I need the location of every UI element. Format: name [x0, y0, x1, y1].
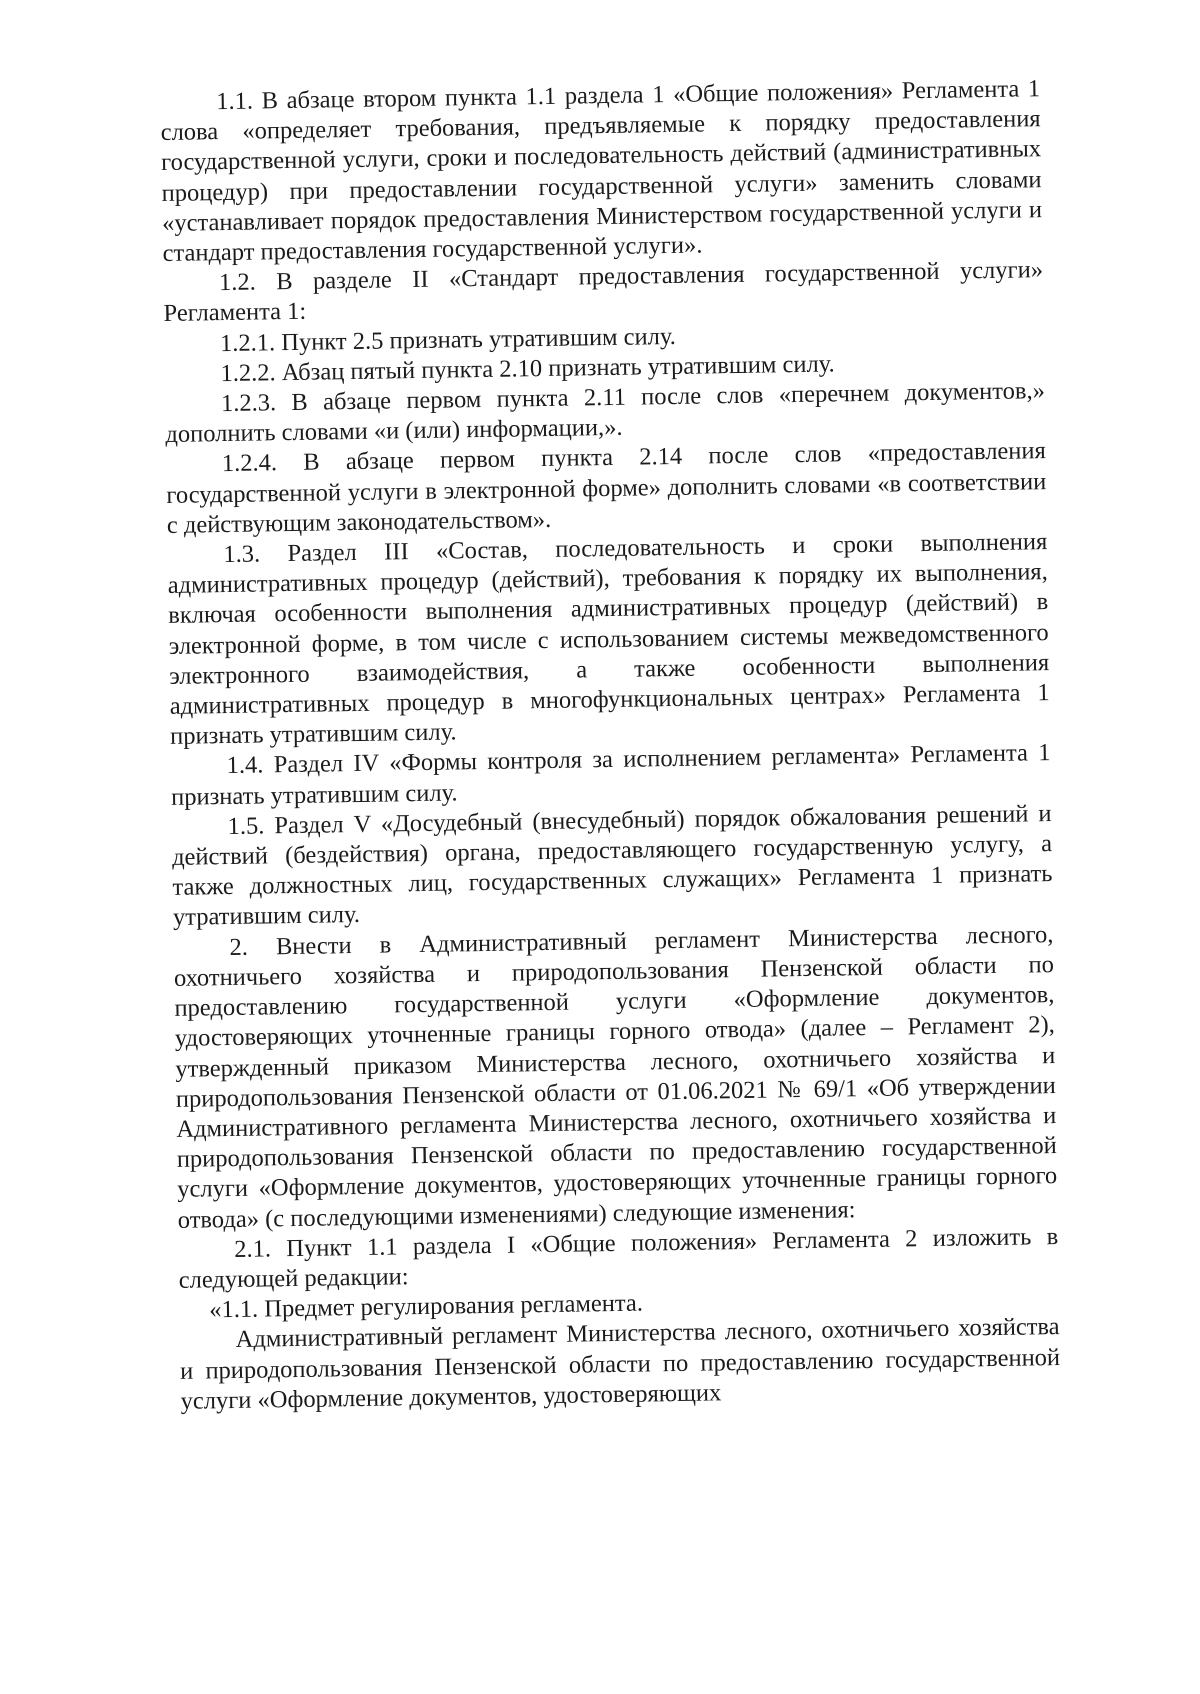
- paragraph-quote-1-1: «1.1. Предмет регулирования регламента.: [208, 1289, 644, 1324]
- paragraph-1-2-3: 1.2.3. В абзаце первом пункта 2.11 после слов «перечнем документов,» дополнить словами «и (или) информации,».: [165, 377, 1046, 449]
- paragraph-1-2: 1.2. В разделе II «Стандарт предоставления государственной услуги» Регламента 1:: [163, 256, 1044, 328]
- paragraph-1-1: 1.1. В абзаце втором пункта 1.1 раздела 1 «Общие положения» Регламента 1 слова «определяет требования, предъявляемые к порядку предоставления государственной услуги, сроки и последовательность действий (административных процедур) при предоставлении государственной услуги» заменить словами «устанавливает порядок предоставления Министерством государственной услуги и стандарт предоставления государственной услуги».: [160, 75, 1043, 267]
- paragraph-1-3: 1.3. Раздел III «Состав, последовательность и сроки выполнения административных процедур (действий), требования к порядку их выполнения, включая особенности выполнения административных процедур (действий) в электронной форме, в том числе с использованием системы межведомственного электронного взаимодействия, а также особенности выполнения административных процедур в многофункциональных центрах» Регламента 1 признать утратившим силу.: [167, 528, 1050, 751]
- paragraph-1-5: 1.5. Раздел V «Досудебный (внесудебный) порядок обжалования решений и действий (бездействия) органа, предоставляющего государственную услугу, а также должностных лиц, государственных служащих» Регламента 1 признать утратившим силу.: [171, 799, 1053, 932]
- paragraph-1-2-2: 1.2.2. Абзац пятый пункта 2.10 признать утратившим силу.: [220, 350, 835, 387]
- paragraph-1-4: 1.4. Раздел IV «Формы контроля за исполнением регламента» Регламента 1 признать утратившим силу.: [170, 739, 1051, 811]
- paragraph-1-2-4: 1.2.4. В абзаце первом пункта 2.14 после слов «предоставления государственной услуги в электронной форме» дополнить словами «в соответствии с действующим законодательством».: [166, 437, 1047, 539]
- paragraph-1-2-1: 1.2.1. Пункт 2.5 признать утратившим силу.: [219, 322, 677, 357]
- paragraph-admin-regulation: Административный регламент Министерства лесного, охотничьего хозяйства и природопользования Пензенской области по предоставлению государственной услуги «Оформление документов, удостоверяющих: [179, 1313, 1061, 1415]
- paragraph-2-1: 2.1. Пункт 1.1 раздела I «Общие положения» Регламента 2 изложить в следующей редакции:: [178, 1222, 1059, 1294]
- document-body: [160, 74, 1061, 1417]
- paragraph-2: 2. Внести в Административный регламент Министерства лесного, охотничьего хозяйства и природопользования Пензенской области по предоставлению государственной услуги «Оформление документов, удостоверяющих уточненные границы горного отвода» (далее – Регламент 2), утвержденный приказом Министерства лесного, охотничьего хозяйства и природопользования Пензенской области от 01.06.2021 № 69/1 «Об утверждении Административного регламента Министерства лесного, охотничьего хозяйства и природопользования Пензенской области по предоставлению государственной услуги «Оформление документов, удостоверяющих уточненные границы горного отвода» (с последующими изменениями) следующие изменения:: [173, 920, 1058, 1234]
